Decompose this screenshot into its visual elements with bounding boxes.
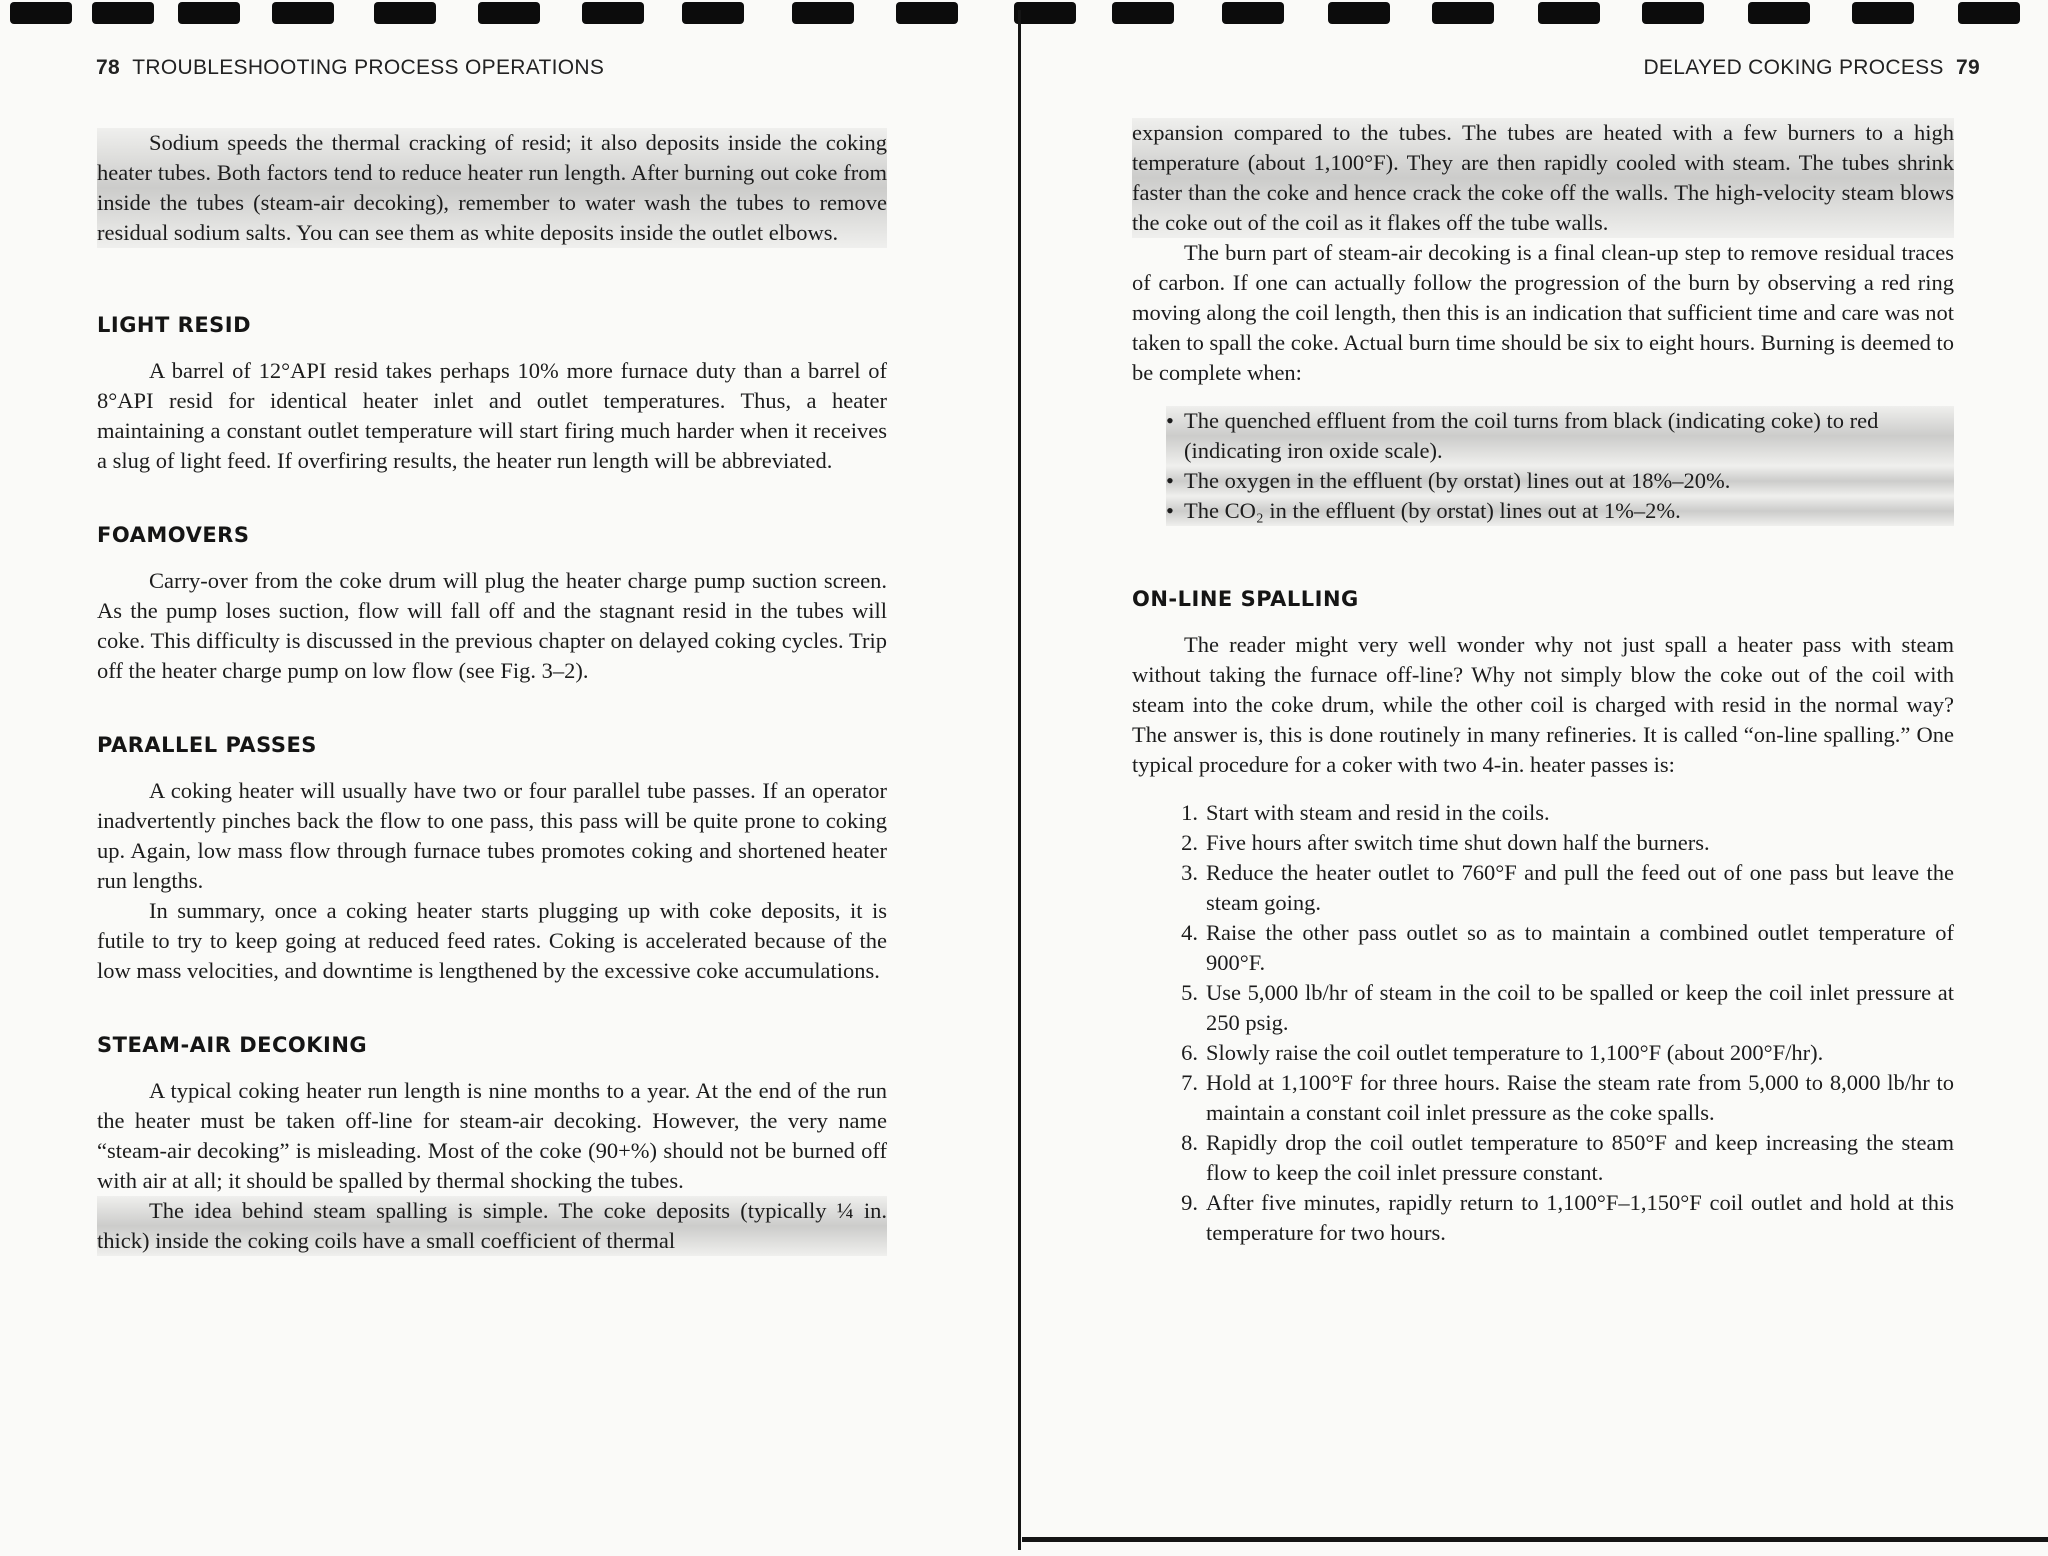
steam-air-decoking-paragraph: A typical coking heater run length is nine months to a year. At the end of the run the heater must be taken off-line for steam-air decoking. However, the very name “steam-air decoking” is misleading. Most of the coke (90+%) should not be burned off with air at all; it should be spalled by thermal shocking the tubes. — [97, 1078, 887, 1193]
heading-light-resid: LIGHT RESID — [97, 313, 252, 337]
burn-complete-criteria-list — [1132, 406, 1954, 526]
heading-parallel-passes: PARALLEL PASSES — [97, 733, 317, 757]
step-text: After five minutes, rapidly return to 1,100°F–1,150°F coil outlet and hold at this temperature for two hours. — [1206, 1190, 1954, 1245]
step-text: Start with steam and resid in the coils. — [1206, 800, 1550, 825]
left-text-column — [97, 128, 887, 1256]
step-number: 4. — [1181, 920, 1198, 945]
right-text-column — [1132, 118, 1954, 1248]
step-text: Use 5,000 lb/hr of steam in the coil to be spalled or keep the coil inlet pressure at 250 psig. — [1206, 980, 1954, 1035]
step-text: Hold at 1,100°F for three hours. Raise the steam rate from 5,000 to 8,000 lb/hr to maintain a constant coil inlet pressure as the coke spalls. — [1206, 1070, 1954, 1125]
heading-on-line-spalling: ON-LINE SPALLING — [1132, 587, 1359, 611]
procedure-step — [1170, 978, 1954, 1038]
step-text: Rapidly drop the coil outlet temperature to 850°F and keep increasing the steam flow to keep the coil inlet pressure constant. — [1206, 1130, 1954, 1185]
heading-steam-air-decoking: STEAM-AIR DECOKING — [97, 1033, 368, 1057]
list-item: • The CO₂ in the effluent (by orstat) lines out at 1%–2%. — [1166, 496, 1954, 526]
procedure-step — [1170, 858, 1954, 918]
on-line-spalling-paragraph: The reader might very well wonder why not just spall a heater pass with steam without taking the furnace off-line? Why not simply blow the coke out of the coil with steam into the coke drum, while the other coil is charged with resid in the normal way? The answer is, this is done routinely in many refineries. It is called “on-line spalling.” One typical procedure for a coker with two 4-in. heater passes is: — [1132, 632, 1954, 777]
procedure-step — [1170, 918, 1954, 978]
steam-spalling-paragraph: The idea behind steam spalling is simple. The coke deposits (typically ¼ in. thick) inside the coking coils have a small coefficient of thermal — [97, 1196, 887, 1256]
procedure-step — [1170, 1068, 1954, 1128]
procedure-step — [1170, 1128, 1954, 1188]
left-page — [0, 0, 1018, 1556]
burn-paragraph: The burn part of steam-air decoking is a final clean-up step to remove residual traces of carbon. If one can actually follow the progression of the burn by observing a red ring moving along the coil length, then this is an indication that sufficient time and care was not taken to spall the coke. Actual burn time should be six to eight hours. Burning is deemed to be complete when: — [1132, 240, 1954, 385]
foamovers-paragraph: Carry-over from the coke drum will plug the heater charge pump suction screen. As the pump loses suction, flow will fall off and the stagnant resid in the tubes will coke. This difficulty is discussed in the previous chapter on delayed coking cycles. Trip off the heater charge pump on low flow (see Fig. 3–2). — [97, 568, 887, 683]
right-page — [1024, 0, 2048, 1556]
parallel-passes-paragraph: A coking heater will usually have two or four parallel tube passes. If an operator inadvertently pinches back the flow to one pass, this pass will be quite prone to coking up. Again, low mass flow through furnace tubes promotes coking and shortened heater run lengths. — [97, 778, 887, 893]
left-running-title: TROUBLESHOOTING PROCESS OPERATIONS — [132, 56, 605, 79]
right-page-number: 79 — [1956, 56, 1980, 79]
left-running-head — [96, 56, 604, 80]
spalling-procedure-list — [1132, 798, 1954, 1248]
procedure-step — [1170, 798, 1954, 828]
procedure-step — [1170, 1038, 1954, 1068]
step-text: Reduce the heater outlet to 760°F and pull the feed out of one pass but leave the steam going. — [1206, 860, 1954, 915]
step-text: Raise the other pass outlet so as to maintain a combined outlet temperature of 900°F. — [1206, 920, 1954, 975]
step-text: Five hours after switch time shut down half the burners. — [1206, 830, 1710, 855]
step-number: 8. — [1181, 1130, 1198, 1155]
right-running-title: DELAYED COKING PROCESS — [1643, 56, 1944, 79]
step-number: 3. — [1181, 860, 1198, 885]
right-running-head — [1643, 56, 1980, 80]
continuation-paragraph: expansion compared to the tubes. The tubes are heated with a few burners to a high temperature (about 1,100°F). They are then rapidly cooled with steam. The tubes shrink faster than the coke and hence crack the coke off the walls. The high-velocity steam blows the coke out of the coil as it flakes off the tube walls. — [1132, 118, 1954, 238]
light-resid-paragraph: A barrel of 12°API resid takes perhaps 10% more furnace duty than a barrel of 8°API resid for identical heater inlet and outlet temperatures. Thus, a heater maintaining a constant outlet temperature will start firing much harder when it receives a slug of light feed. If overfiring results, the heater run length will be abbreviated. — [97, 358, 887, 473]
left-page-number: 78 — [96, 56, 120, 79]
step-number: 2. — [1181, 830, 1198, 855]
list-item: • The oxygen in the effluent (by orstat) lines out at 18%–20%. — [1166, 466, 1954, 496]
step-number: 9. — [1181, 1190, 1198, 1215]
step-number: 6. — [1181, 1040, 1198, 1065]
summary-paragraph: In summary, once a coking heater starts plugging up with coke deposits, it is futile to try to keep going at reduced feed rates. Coking is accelerated because of the low mass velocities, and downtime is lengthened by the excessive coke accumulations. — [97, 898, 887, 983]
step-number: 1. — [1181, 800, 1198, 825]
page-gutter — [1018, 10, 1021, 1550]
step-text: Slowly raise the coil outlet temperature to 1,100°F (about 200°F/hr). — [1206, 1040, 1824, 1065]
procedure-step — [1170, 828, 1954, 858]
step-number: 5. — [1181, 980, 1198, 1005]
step-number: 7. — [1181, 1070, 1198, 1095]
procedure-step — [1170, 1188, 1954, 1248]
list-item: • The quenched effluent from the coil turns from black (indicating coke) to red (indicating iron oxide scale). — [1166, 406, 1954, 466]
intro-paragraph: Sodium speeds the thermal cracking of resid; it also deposits inside the coking heater tubes. Both factors tend to reduce heater run length. After burning out coke from inside the tubes (steam-air decoking), remember to water wash the tubes to remove residual sodium salts. You can see them as white deposits inside the outlet elbows. — [97, 128, 887, 248]
heading-foamovers: FOAMOVERS — [97, 523, 250, 547]
